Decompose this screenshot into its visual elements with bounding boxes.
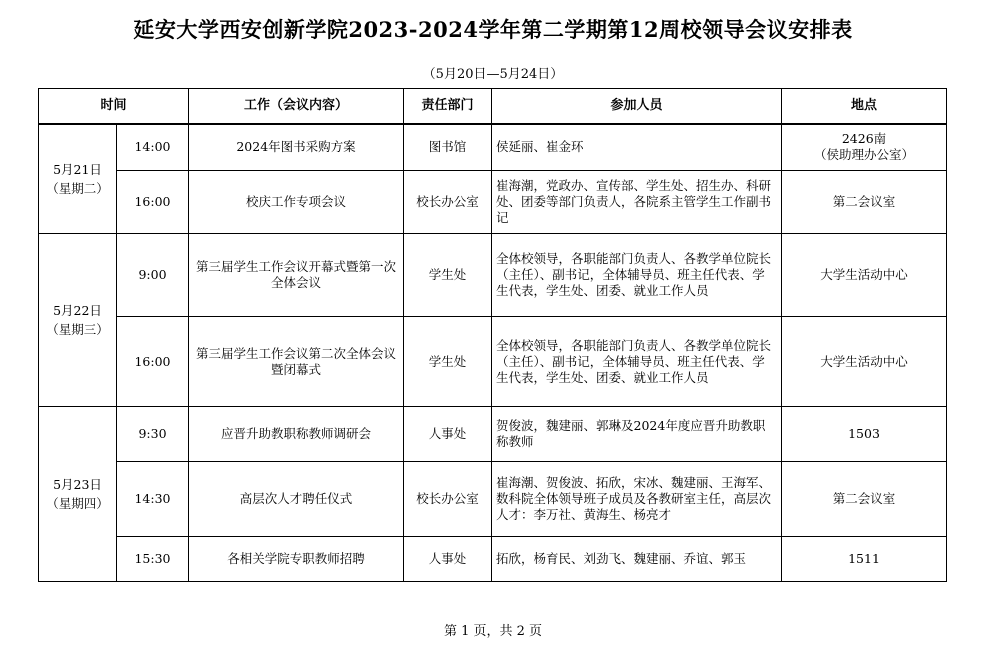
dept-cell: 校长办公室 bbox=[404, 462, 492, 537]
place-cell: 第二会议室 bbox=[782, 462, 947, 537]
header-dept: 责任部门 bbox=[404, 89, 492, 124]
people-cell: 拓欣，杨育民、刘劲飞、魏建丽、乔谊、郭玉 bbox=[492, 537, 782, 582]
date-cell bbox=[39, 234, 117, 407]
time-cell: 9:30 bbox=[117, 407, 189, 462]
dept-cell: 学生处 bbox=[404, 317, 492, 407]
place-cell: 2426南 （侯助理办公室） bbox=[782, 124, 947, 171]
table-row bbox=[39, 317, 947, 407]
table-row bbox=[39, 124, 947, 171]
work-cell: 应晋升助教职称教师调研会 bbox=[189, 407, 404, 462]
people-cell: 全体校领导，各职能部门负责人、各教学单位院长（主任）、副书记，全体辅导员、班主任代表、学生代表，学生处、团委、就业工作人员 bbox=[492, 317, 782, 407]
header-time: 时间 bbox=[39, 89, 189, 124]
table-row bbox=[39, 171, 947, 234]
weekday-label: （星期三） bbox=[46, 322, 109, 337]
dept-cell: 校长办公室 bbox=[404, 171, 492, 234]
place-cell: 1503 bbox=[782, 407, 947, 462]
work-cell: 2024年图书采购方案 bbox=[189, 124, 404, 171]
weekday-label: （星期四） bbox=[46, 496, 109, 511]
dept-cell: 人事处 bbox=[404, 537, 492, 582]
dept-cell: 图书馆 bbox=[404, 124, 492, 171]
place-cell: 大学生活动中心 bbox=[782, 234, 947, 317]
page-footer: 第 1 页，共 2 页 bbox=[443, 624, 543, 639]
weekday-label: （星期二） bbox=[46, 180, 109, 196]
work-cell: 第三届学生工作会议第二次全体会议暨闭幕式 bbox=[189, 317, 404, 407]
people-cell: 崔海潮，党政办、宣传部、学生处、招生办、科研处、团委等部门负责人，各院系主管学生工作副书记 bbox=[492, 171, 782, 234]
time-cell: 14:30 bbox=[117, 462, 189, 537]
date-label: 5月22日 bbox=[53, 303, 102, 318]
time-cell: 9:00 bbox=[117, 234, 189, 317]
people-cell: 全体校领导，各职能部门负责人、各教学单位院长（主任）、副书记，全体辅导员、班主任代表、学生代表，学生处、团委、就业工作人员 bbox=[492, 234, 782, 317]
header-place: 地点 bbox=[782, 89, 947, 124]
place-cell: 大学生活动中心 bbox=[782, 317, 947, 407]
header-work: 工作（会议内容） bbox=[189, 89, 404, 124]
table-row bbox=[39, 537, 947, 582]
work-cell: 各相关学院专职教师招聘 bbox=[189, 537, 404, 582]
time-cell: 16:00 bbox=[117, 317, 189, 407]
date-label: 5月23日 bbox=[53, 477, 102, 492]
place-cell: 第二会议室 bbox=[782, 171, 947, 234]
date-range: （5月20日—5月24日） bbox=[422, 67, 564, 82]
date-cell bbox=[39, 124, 117, 234]
people-cell: 侯延丽、崔金环 bbox=[492, 124, 782, 171]
place-cell: 1511 bbox=[782, 537, 947, 582]
people-cell: 崔海潮、贺俊波、拓欣，宋冰、魏建丽、王海军、数科院全体领导班子成员及各教研室主任，高层次人才：李万社、黄海生、杨亮才 bbox=[492, 462, 782, 537]
people-cell: 贺俊波，魏建丽、郭琳及2024年度应晋升助教职称教师 bbox=[492, 407, 782, 462]
work-cell: 第三届学生工作会议开幕式暨第一次全体会议 bbox=[189, 234, 404, 317]
header-people: 参加人员 bbox=[492, 89, 782, 124]
meeting-schedule-table bbox=[38, 88, 947, 582]
header-row bbox=[39, 89, 947, 124]
date-label: 5月21日 bbox=[53, 161, 102, 177]
table-row bbox=[39, 234, 947, 317]
table-row bbox=[39, 407, 947, 462]
table-row bbox=[39, 462, 947, 537]
time-cell: 14:00 bbox=[117, 124, 189, 171]
time-cell: 16:00 bbox=[117, 171, 189, 234]
work-cell: 高层次人才聘任仪式 bbox=[189, 462, 404, 537]
dept-cell: 学生处 bbox=[404, 234, 492, 317]
time-cell: 15:30 bbox=[117, 537, 189, 582]
work-cell: 校庆工作专项会议 bbox=[189, 171, 404, 234]
date-cell bbox=[39, 407, 117, 582]
dept-cell: 人事处 bbox=[404, 407, 492, 462]
page-title: 延安大学西安创新学院2023-2024学年第二学期第12周校领导会议安排表 bbox=[133, 17, 853, 42]
